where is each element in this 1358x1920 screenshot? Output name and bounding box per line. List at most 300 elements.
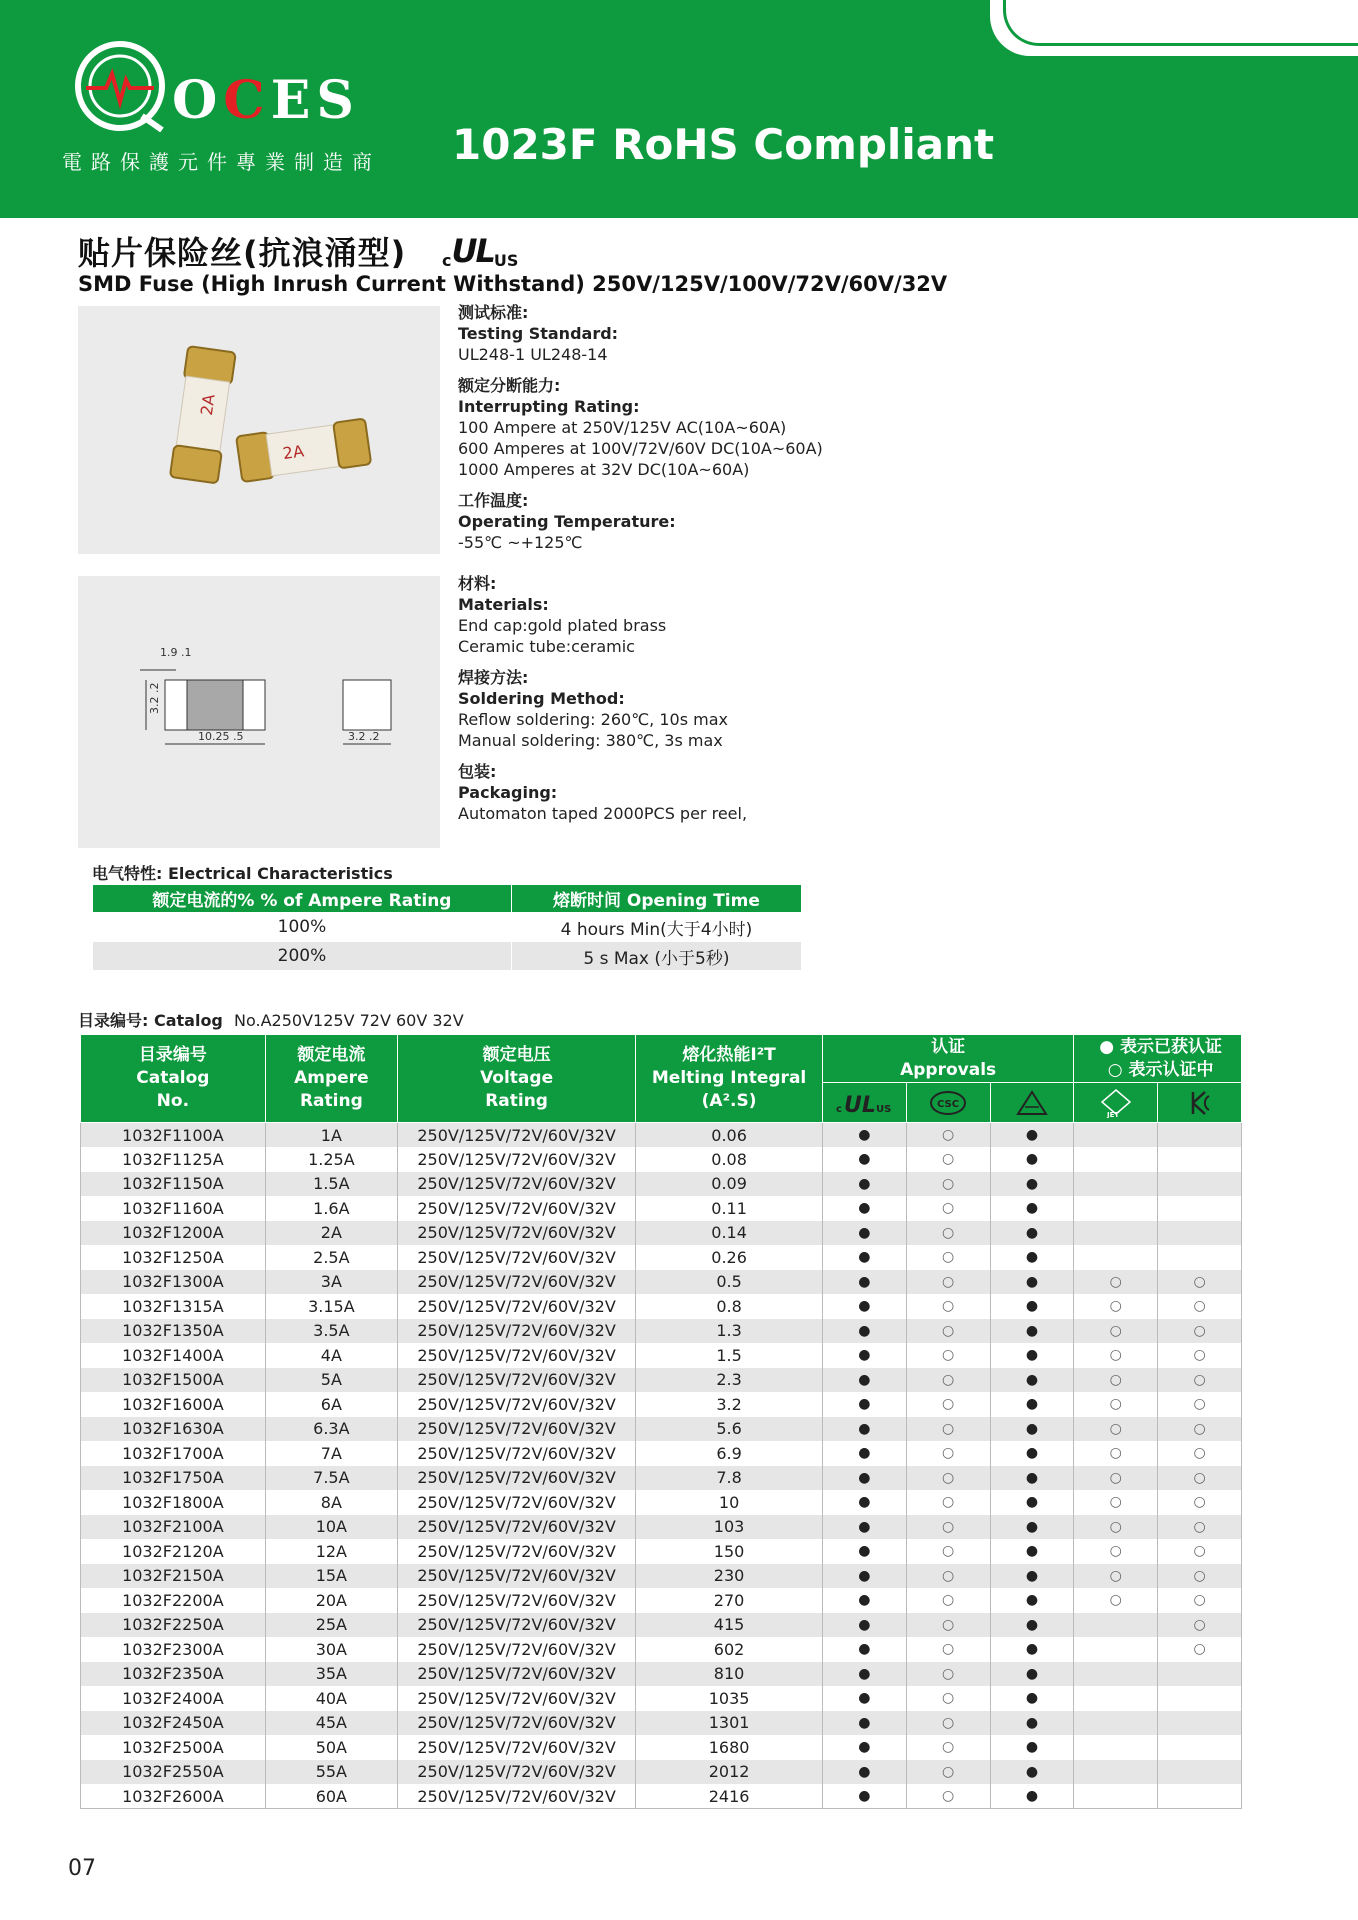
table-row	[81, 1490, 1242, 1515]
voltage-rating: 250V/125V/72V/60V/32V	[397, 1760, 635, 1785]
specifications	[458, 302, 1058, 834]
svg-text:UL: UL	[844, 1092, 877, 1116]
approval-mark: ○	[906, 1123, 990, 1148]
melting-integral: 810	[636, 1662, 823, 1687]
approval-mark: ○	[1074, 1294, 1158, 1319]
approval-mark	[1074, 1662, 1158, 1687]
melting-integral: 0.26	[636, 1245, 823, 1270]
approval-mark	[1074, 1221, 1158, 1246]
ampere-rating: 3.5A	[265, 1319, 397, 1344]
voltage-rating: 250V/125V/72V/60V/32V	[397, 1392, 635, 1417]
approval-mark: ●	[990, 1417, 1074, 1442]
approval-mark: ○	[906, 1662, 990, 1687]
csa-icon	[906, 1083, 990, 1123]
approval-mark: ●	[990, 1588, 1074, 1613]
voltage-rating: 250V/125V/72V/60V/32V	[397, 1735, 635, 1760]
ampere-rating: 1.25A	[265, 1147, 397, 1172]
approval-mark: ●	[822, 1637, 906, 1662]
approval-mark: ●	[990, 1686, 1074, 1711]
table-row	[81, 1392, 1242, 1417]
approval-mark: ○	[906, 1245, 990, 1270]
approval-mark: ●	[822, 1368, 906, 1393]
spec-testing-standard: 测试标准: Testing Standard: UL248-1 UL248-14	[458, 303, 619, 364]
melting-integral: 0.09	[636, 1172, 823, 1197]
voltage-rating: 250V/125V/72V/60V/32V	[397, 1172, 635, 1197]
catalog-number: 1032F2400A	[81, 1686, 266, 1711]
ampere-rating: 8A	[265, 1490, 397, 1515]
table-row	[81, 1564, 1242, 1589]
voltage-rating: 250V/125V/72V/60V/32V	[397, 1564, 635, 1589]
melting-integral: 230	[636, 1564, 823, 1589]
ampere-rating: 3A	[265, 1270, 397, 1295]
approval-mark	[1074, 1637, 1158, 1662]
ampere-rating: 60A	[265, 1784, 397, 1809]
voltage-rating: 250V/125V/72V/60V/32V	[397, 1711, 635, 1736]
approval-mark	[1074, 1147, 1158, 1172]
ampere-rating: 1A	[265, 1123, 397, 1148]
table-row	[81, 1270, 1242, 1295]
catalog-label: 目录编号: Catalog No.A250V125V 72V 60V 32V	[78, 1011, 464, 1030]
approval-mark: ●	[822, 1123, 906, 1148]
table-row	[81, 1221, 1242, 1246]
approval-mark	[1074, 1784, 1158, 1809]
table-row	[81, 1196, 1242, 1221]
melting-integral: 1301	[636, 1711, 823, 1736]
approval-mark: ●	[990, 1172, 1074, 1197]
voltage-rating: 250V/125V/72V/60V/32V	[397, 1662, 635, 1687]
voltage-rating: 250V/125V/72V/60V/32V	[397, 1686, 635, 1711]
ampere-rating: 1.6A	[265, 1196, 397, 1221]
approval-mark: ●	[822, 1319, 906, 1344]
voltage-rating: 250V/125V/72V/60V/32V	[397, 1368, 635, 1393]
ul-icon	[822, 1083, 906, 1123]
catalog-number: 1032F2250A	[81, 1613, 266, 1638]
approval-mark: ○	[1074, 1564, 1158, 1589]
melting-integral: 3.2	[636, 1392, 823, 1417]
table-row	[81, 1784, 1242, 1809]
voltage-rating: 250V/125V/72V/60V/32V	[397, 1637, 635, 1662]
table-row	[81, 1637, 1242, 1662]
approval-mark	[1074, 1735, 1158, 1760]
approval-mark: ●	[990, 1368, 1074, 1393]
approval-mark: ●	[822, 1784, 906, 1809]
approval-mark: ●	[990, 1294, 1074, 1319]
catalog-number: 1032F1100A	[81, 1123, 266, 1148]
approval-mark: ○	[906, 1270, 990, 1295]
approval-mark: ●	[822, 1539, 906, 1564]
approval-mark	[1074, 1613, 1158, 1638]
spec-interrupting-rating: 额定分断能力: Interrupting Rating: 100 Ampere at 250V/125V AC(10A~60A) 600 Amperes at 100V/72V/60V DC(10A~60A) 1000 Amperes at 32V DC(10A~60A)	[458, 376, 823, 479]
approval-mark	[1158, 1760, 1242, 1785]
product-title-cn: 贴片保险丝(抗浪涌型)	[78, 234, 407, 272]
jet-icon	[1074, 1083, 1158, 1123]
header-melting: 熔化热能I²T Melting Integral (A².S)	[636, 1035, 823, 1123]
approval-mark: ○	[906, 1760, 990, 1785]
approval-mark: ○	[906, 1637, 990, 1662]
approval-mark	[1074, 1196, 1158, 1221]
ul-certification-icon: cULUS	[442, 232, 519, 270]
voltage-rating: 250V/125V/72V/60V/32V	[397, 1147, 635, 1172]
spec-materials: 材料: Materials: End cap:gold plated brass Ceramic tube:ceramic	[458, 574, 667, 656]
approval-mark	[1074, 1172, 1158, 1197]
voltage-rating: 250V/125V/72V/60V/32V	[397, 1417, 635, 1442]
approval-mark	[1074, 1711, 1158, 1736]
approval-mark: ○	[1074, 1588, 1158, 1613]
voltage-rating: 250V/125V/72V/60V/32V	[397, 1539, 635, 1564]
svg-text:JET: JET	[1106, 1110, 1119, 1118]
voltage-rating: 250V/125V/72V/60V/32V	[397, 1441, 635, 1466]
melting-integral: 0.14	[636, 1221, 823, 1246]
catalog-number: 1032F1400A	[81, 1343, 266, 1368]
approval-mark: ○	[1074, 1392, 1158, 1417]
approval-mark: ○	[906, 1735, 990, 1760]
voltage-rating: 250V/125V/72V/60V/32V	[397, 1123, 635, 1148]
ampere-rating: 4A	[265, 1343, 397, 1368]
approval-mark: ●	[822, 1196, 906, 1221]
approval-mark: ●	[822, 1711, 906, 1736]
melting-integral: 103	[636, 1515, 823, 1540]
approval-mark: ●	[822, 1392, 906, 1417]
approval-mark: ○	[1074, 1417, 1158, 1442]
melting-integral: 1035	[636, 1686, 823, 1711]
catalog-number: 1032F1700A	[81, 1441, 266, 1466]
approval-mark: ○	[1158, 1613, 1242, 1638]
approval-mark: ○	[1158, 1392, 1242, 1417]
catalog-number: 1032F1750A	[81, 1466, 266, 1491]
catalog-number: 1032F2100A	[81, 1515, 266, 1540]
approval-mark: ●	[822, 1294, 906, 1319]
ampere-rating: 35A	[265, 1662, 397, 1687]
approval-mark: ○	[1158, 1515, 1242, 1540]
approval-legend: ● 表示已获认证 ○ 表示认证中	[1074, 1035, 1242, 1083]
approval-mark: ○	[1158, 1368, 1242, 1393]
approval-mark: ○	[906, 1564, 990, 1589]
melting-integral: 0.8	[636, 1294, 823, 1319]
catalog-number: 1032F2550A	[81, 1760, 266, 1785]
approval-mark: ●	[990, 1441, 1074, 1466]
approval-mark	[1074, 1760, 1158, 1785]
ampere-rating: 30A	[265, 1637, 397, 1662]
ampere-rating: 55A	[265, 1760, 397, 1785]
approval-mark: ●	[990, 1637, 1074, 1662]
svg-text:US: US	[876, 1103, 892, 1115]
approval-mark: ●	[990, 1662, 1074, 1687]
approval-mark: ○	[1158, 1466, 1242, 1491]
page-number: 07	[68, 1856, 96, 1881]
approval-mark: ○	[906, 1613, 990, 1638]
approval-mark: ○	[906, 1588, 990, 1613]
catalog-number: 1032F1250A	[81, 1245, 266, 1270]
ampere-rating: 7A	[265, 1441, 397, 1466]
approval-mark: ○	[906, 1172, 990, 1197]
approval-mark	[1158, 1711, 1242, 1736]
melting-integral: 10	[636, 1490, 823, 1515]
voltage-rating: 250V/125V/72V/60V/32V	[397, 1196, 635, 1221]
fuse-illustration	[78, 306, 440, 554]
ampere-rating: 50A	[265, 1735, 397, 1760]
ampere-rating: 6.3A	[265, 1417, 397, 1442]
melting-integral: 7.8	[636, 1466, 823, 1491]
approval-mark: ●	[990, 1343, 1074, 1368]
ampere-rating: 20A	[265, 1588, 397, 1613]
melting-integral: 0.08	[636, 1147, 823, 1172]
melting-integral: 6.9	[636, 1441, 823, 1466]
approval-mark: ○	[906, 1221, 990, 1246]
header-approvals: 认证 Approvals	[822, 1035, 1073, 1083]
catalog-number: 1032F1160A	[81, 1196, 266, 1221]
pse-icon	[990, 1083, 1074, 1123]
approval-mark: ●	[822, 1270, 906, 1295]
approval-mark: ●	[822, 1564, 906, 1589]
approval-mark: ○	[1074, 1490, 1158, 1515]
svg-text:CSC: CSC	[937, 1098, 960, 1110]
electrical-header-rating: 额定电流的% % of Ampere Rating	[93, 885, 512, 913]
catalog-number: 1032F1600A	[81, 1392, 266, 1417]
approval-mark: ○	[906, 1466, 990, 1491]
table-row	[81, 1441, 1242, 1466]
table-row	[81, 1319, 1242, 1344]
approval-mark: ○	[906, 1343, 990, 1368]
electrical-label: 电气特性: Electrical Characteristics	[92, 864, 393, 883]
spec-soldering-method: 焊接方法: Soldering Method: Reflow soldering: 260℃, 10s max Manual soldering: 380℃, 3s max	[458, 668, 728, 750]
approval-mark: ●	[990, 1711, 1074, 1736]
catalog-number: 1032F2150A	[81, 1564, 266, 1589]
melting-integral: 2.3	[636, 1368, 823, 1393]
svg-text:c: c	[836, 1103, 843, 1115]
table-row	[81, 1735, 1242, 1760]
header-tab-outline	[1003, 0, 1358, 46]
approval-mark	[1074, 1686, 1158, 1711]
spec-operating-temperature: 工作温度: Operating Temperature: -55℃ ~+125℃	[458, 491, 676, 552]
catalog-number: 1032F2300A	[81, 1637, 266, 1662]
approval-mark: ●	[990, 1539, 1074, 1564]
approval-mark: ●	[990, 1123, 1074, 1148]
document-title: 1023F RoHS Compliant	[452, 120, 995, 169]
approval-mark: ●	[822, 1490, 906, 1515]
ampere-rating: 6A	[265, 1392, 397, 1417]
melting-integral: 5.6	[636, 1417, 823, 1442]
catalog-number: 1032F2450A	[81, 1711, 266, 1736]
table-row	[81, 1515, 1242, 1540]
melting-integral: 2416	[636, 1784, 823, 1809]
catalog-number: 1032F2120A	[81, 1539, 266, 1564]
table-row	[81, 1539, 1242, 1564]
table-row	[81, 1245, 1242, 1270]
ampere-rating: 45A	[265, 1711, 397, 1736]
approval-mark	[1158, 1245, 1242, 1270]
approval-mark	[1158, 1662, 1242, 1687]
company-logo-text: OCES	[172, 70, 360, 131]
catalog-number: 1032F1315A	[81, 1294, 266, 1319]
voltage-rating: 250V/125V/72V/60V/32V	[397, 1343, 635, 1368]
approval-mark: ○	[1158, 1588, 1242, 1613]
voltage-rating: 250V/125V/72V/60V/32V	[397, 1515, 635, 1540]
approval-mark: ○	[906, 1686, 990, 1711]
approval-mark: ○	[1158, 1319, 1242, 1344]
table-row	[81, 1368, 1242, 1393]
catalog-number: 1032F2350A	[81, 1662, 266, 1687]
kc-icon	[1158, 1083, 1242, 1123]
approval-mark: ●	[822, 1245, 906, 1270]
melting-integral: 1.3	[636, 1319, 823, 1344]
ampere-rating: 25A	[265, 1613, 397, 1638]
table-row: 100% 4 hours Min(大于4小时)	[93, 913, 802, 942]
dimension-label-3: 10.25 .5	[198, 730, 244, 743]
approval-mark: ○	[906, 1711, 990, 1736]
approval-mark	[1158, 1147, 1242, 1172]
approval-mark: ●	[990, 1564, 1074, 1589]
approval-mark: ○	[906, 1368, 990, 1393]
table-row	[81, 1588, 1242, 1613]
approval-mark: ●	[822, 1147, 906, 1172]
dimension-label-2: 3.2 .2	[148, 682, 161, 714]
dimension-drawing	[78, 576, 440, 848]
approval-mark: ○	[906, 1490, 990, 1515]
approval-mark: ○	[1074, 1515, 1158, 1540]
approval-mark: ●	[822, 1172, 906, 1197]
product-title-en: SMD Fuse (High Inrush Current Withstand) 250V/125V/100V/72V/60V/32V	[78, 272, 948, 296]
approval-mark: ●	[990, 1490, 1074, 1515]
approval-mark: ●	[822, 1343, 906, 1368]
table-row	[81, 1711, 1242, 1736]
approval-mark: ●	[822, 1417, 906, 1442]
approval-mark: ●	[822, 1735, 906, 1760]
approval-mark: ●	[822, 1441, 906, 1466]
catalog-table	[80, 1034, 1242, 1809]
fuse-marking-1: 2A	[196, 393, 219, 417]
approval-mark	[1158, 1172, 1242, 1197]
approval-mark: ●	[990, 1221, 1074, 1246]
voltage-rating: 250V/125V/72V/60V/32V	[397, 1245, 635, 1270]
ampere-rating: 1.5A	[265, 1172, 397, 1197]
approval-mark: ○	[906, 1147, 990, 1172]
approval-mark: ○	[1158, 1539, 1242, 1564]
approval-mark: ●	[822, 1515, 906, 1540]
approval-mark: ○	[906, 1417, 990, 1442]
approval-mark: ○	[1074, 1441, 1158, 1466]
approval-mark: ○	[906, 1784, 990, 1809]
voltage-rating: 250V/125V/72V/60V/32V	[397, 1294, 635, 1319]
approval-mark: ○	[1158, 1270, 1242, 1295]
table-row	[81, 1417, 1242, 1442]
approval-mark: ●	[990, 1735, 1074, 1760]
table-row	[81, 1760, 1242, 1785]
approval-mark: ○	[1158, 1343, 1242, 1368]
melting-integral: 0.11	[636, 1196, 823, 1221]
approval-mark	[1158, 1123, 1242, 1148]
melting-integral: 150	[636, 1539, 823, 1564]
approval-mark: ●	[822, 1686, 906, 1711]
table-row	[81, 1466, 1242, 1491]
approval-mark	[1074, 1123, 1158, 1148]
catalog-number: 1032F2200A	[81, 1588, 266, 1613]
approval-mark: ○	[1158, 1417, 1242, 1442]
catalog-number: 1032F2600A	[81, 1784, 266, 1809]
voltage-rating: 250V/125V/72V/60V/32V	[397, 1588, 635, 1613]
approval-mark: ●	[990, 1515, 1074, 1540]
approval-mark: ●	[822, 1466, 906, 1491]
approval-mark: ○	[906, 1319, 990, 1344]
voltage-rating: 250V/125V/72V/60V/32V	[397, 1466, 635, 1491]
catalog-table-body	[81, 1123, 1242, 1809]
approval-mark: ●	[822, 1662, 906, 1687]
catalog-number: 1032F1150A	[81, 1172, 266, 1197]
approval-mark: ○	[1074, 1368, 1158, 1393]
table-row	[81, 1123, 1242, 1148]
approval-mark: ●	[822, 1760, 906, 1785]
approval-mark: ●	[990, 1319, 1074, 1344]
approval-mark: ●	[822, 1613, 906, 1638]
approval-mark: ●	[990, 1784, 1074, 1809]
catalog-number: 1032F1500A	[81, 1368, 266, 1393]
ampere-rating: 15A	[265, 1564, 397, 1589]
voltage-rating: 250V/125V/72V/60V/32V	[397, 1319, 635, 1344]
melting-integral: 0.5	[636, 1270, 823, 1295]
approval-mark	[1158, 1196, 1242, 1221]
dimension-label-4: 3.2 .2	[348, 730, 380, 743]
approval-mark: ○	[906, 1196, 990, 1221]
table-row	[81, 1662, 1242, 1687]
approval-mark: ●	[990, 1245, 1074, 1270]
approval-mark: ○	[1158, 1441, 1242, 1466]
approval-mark: ●	[990, 1147, 1074, 1172]
melting-integral: 270	[636, 1588, 823, 1613]
approval-mark	[1158, 1686, 1242, 1711]
voltage-rating: 250V/125V/72V/60V/32V	[397, 1221, 635, 1246]
catalog-number: 1032F1350A	[81, 1319, 266, 1344]
melting-integral: 0.06	[636, 1123, 823, 1148]
ampere-rating: 2A	[265, 1221, 397, 1246]
ampere-rating: 5A	[265, 1368, 397, 1393]
approval-mark: ●	[822, 1588, 906, 1613]
melting-integral: 2012	[636, 1760, 823, 1785]
approval-mark: ○	[906, 1294, 990, 1319]
approval-mark: ●	[990, 1196, 1074, 1221]
table-row: 200% 5 s Max (小于5秒)	[93, 942, 802, 971]
approval-mark: ●	[990, 1760, 1074, 1785]
approval-mark	[1158, 1221, 1242, 1246]
header-ampere: 额定电流 Ampere Rating	[265, 1035, 397, 1123]
approval-mark	[1158, 1784, 1242, 1809]
approval-mark: ●	[822, 1221, 906, 1246]
voltage-rating: 250V/125V/72V/60V/32V	[397, 1490, 635, 1515]
company-tagline: 電路保護元件專業制造商	[62, 150, 381, 174]
catalog-number: 1032F1630A	[81, 1417, 266, 1442]
catalog-number: 1032F1200A	[81, 1221, 266, 1246]
voltage-rating: 250V/125V/72V/60V/32V	[397, 1270, 635, 1295]
melting-integral: 1.5	[636, 1343, 823, 1368]
approval-mark: ○	[1158, 1564, 1242, 1589]
approval-mark: ●	[990, 1270, 1074, 1295]
product-photo	[78, 306, 440, 554]
header-catalog: 目录编号 Catalog No.	[81, 1035, 266, 1123]
table-row	[81, 1172, 1242, 1197]
approval-mark	[1158, 1735, 1242, 1760]
melting-integral: 1680	[636, 1735, 823, 1760]
catalog-number: 1032F2500A	[81, 1735, 266, 1760]
approval-mark: ○	[1158, 1637, 1242, 1662]
approval-mark: ○	[1074, 1319, 1158, 1344]
voltage-rating: 250V/125V/72V/60V/32V	[397, 1613, 635, 1638]
approval-mark: ●	[990, 1613, 1074, 1638]
approval-mark: ○	[906, 1392, 990, 1417]
ampere-rating: 2.5A	[265, 1245, 397, 1270]
approval-mark: ●	[990, 1466, 1074, 1491]
ampere-rating: 40A	[265, 1686, 397, 1711]
table-row	[81, 1147, 1242, 1172]
approval-mark: ○	[1158, 1294, 1242, 1319]
table-row	[81, 1294, 1242, 1319]
